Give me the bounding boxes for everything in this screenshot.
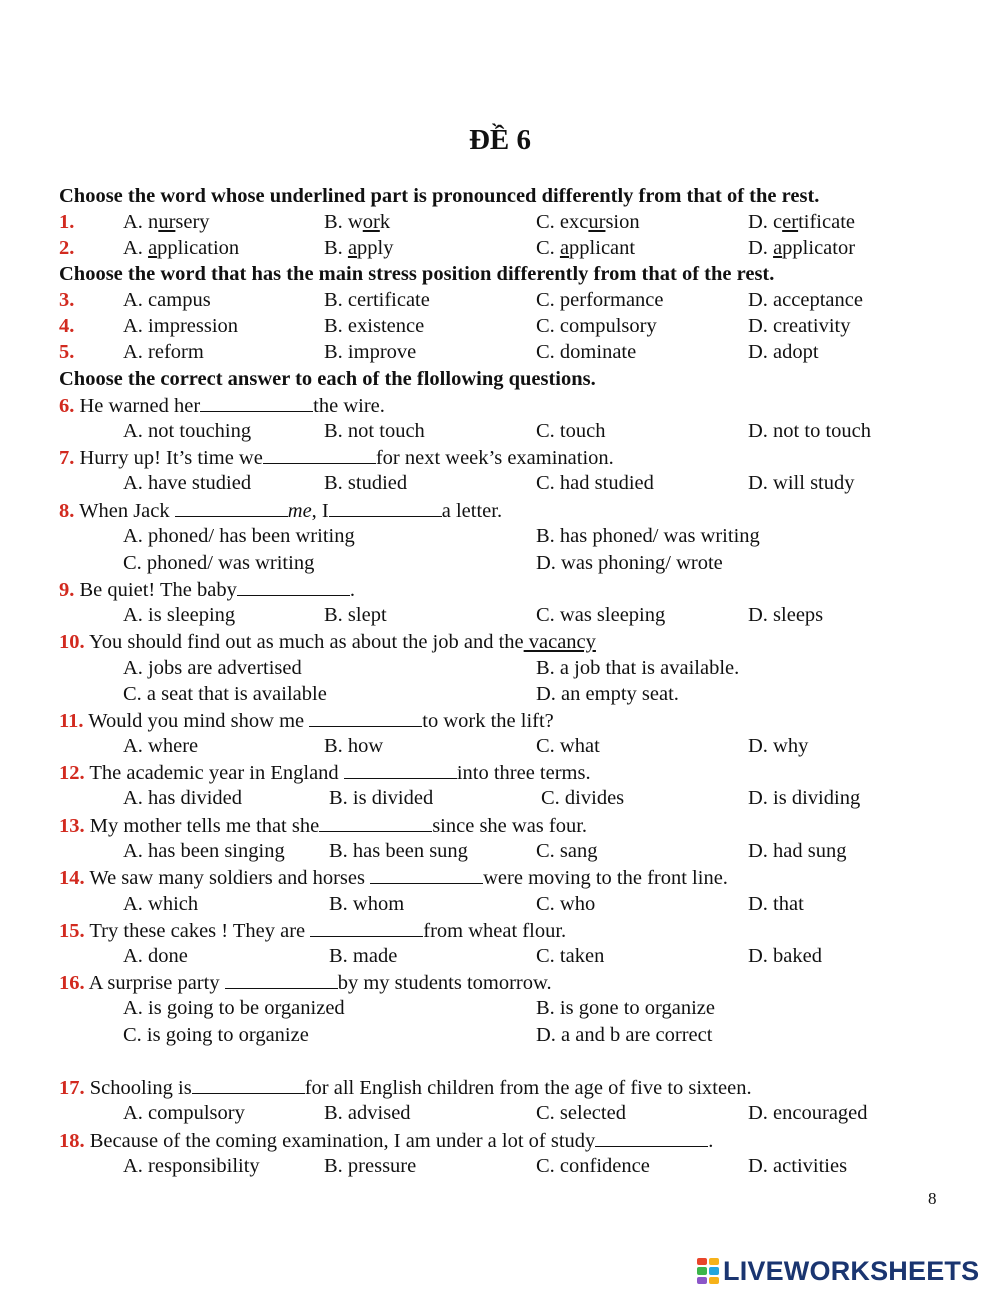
option-b[interactable]: B. is divided (329, 787, 434, 809)
option-a[interactable]: A. reform (123, 341, 204, 363)
answer-blank[interactable] (237, 576, 350, 596)
option-b[interactable]: B. not touch (324, 420, 425, 442)
option-c[interactable]: C. divides (541, 787, 625, 809)
option-d[interactable]: D. activities (748, 1155, 848, 1177)
liveworksheets-logo[interactable] (697, 1252, 997, 1290)
option-d[interactable]: D. an empty seat. (536, 683, 679, 705)
option-b[interactable]: B. a job that is available. (536, 657, 740, 679)
option-b[interactable]: B. advised (324, 1102, 411, 1124)
option-b[interactable]: B. whom (329, 893, 405, 915)
option-c[interactable]: C. a seat that is available (123, 683, 327, 705)
answer-blank[interactable] (225, 969, 338, 989)
question-number: 14. (59, 867, 85, 889)
question-14-options (0, 891, 1000, 917)
option-d[interactable]: D. certificate (748, 211, 855, 233)
answer-blank[interactable] (200, 392, 313, 412)
question-8-options-row1 (0, 523, 1000, 549)
option-c[interactable]: C. had studied (536, 472, 654, 494)
option-c[interactable]: C. performance (536, 289, 664, 311)
question-number: 11. (59, 710, 84, 732)
question-16-stem: 16. A surprise party by my students tomorrow. (0, 969, 1000, 995)
question-number: 12. (59, 762, 85, 784)
option-d[interactable]: D. will study (748, 472, 855, 494)
option-c[interactable]: C. compulsory (536, 315, 657, 337)
option-d[interactable]: D. encouraged (748, 1102, 868, 1124)
option-d[interactable]: D. applicator (748, 237, 856, 259)
question-number: 18. (59, 1130, 85, 1152)
answer-blank[interactable] (263, 444, 376, 464)
section-heading-correct-answer: Choose the correct answer to each of the flollowing questions. (59, 368, 596, 390)
question-2 (0, 235, 1000, 261)
option-b[interactable]: B. apply (324, 237, 394, 259)
answer-blank[interactable] (192, 1074, 305, 1094)
option-c[interactable]: C. touch (536, 420, 606, 442)
question-number: 4. (59, 315, 75, 337)
option-d[interactable]: D. why (748, 735, 809, 757)
option-d[interactable]: D. had sung (748, 840, 847, 862)
option-b[interactable]: B. slept (324, 604, 387, 626)
option-d[interactable]: D. a and b are correct (536, 1024, 713, 1046)
question-number: 10. (59, 631, 85, 653)
option-d[interactable]: D. baked (748, 945, 823, 967)
option-c[interactable]: C. sang (536, 840, 598, 862)
question-12-options (0, 785, 1000, 811)
question-17-options (0, 1100, 1000, 1126)
question-11-options (0, 733, 1000, 759)
answer-blank[interactable] (329, 497, 442, 517)
question-number: 2. (59, 237, 75, 259)
option-b[interactable]: B. improve (324, 341, 417, 363)
option-b[interactable]: B. work (324, 211, 391, 233)
option-a[interactable]: A. impression (123, 315, 239, 337)
answer-blank[interactable] (344, 759, 457, 779)
option-b[interactable]: B. is gone to organize (536, 997, 715, 1019)
option-a[interactable]: A. compulsory (123, 1102, 245, 1124)
option-a[interactable]: A. is going to be organized (123, 997, 345, 1019)
question-8-stem: 8. When Jack me, I a letter. (0, 497, 1000, 523)
question-9-options (0, 602, 1000, 628)
option-c[interactable]: C. applicant (536, 237, 636, 259)
question-number: 5. (59, 341, 75, 363)
question-5 (0, 339, 1000, 365)
question-3 (0, 287, 1000, 313)
option-c[interactable]: C. what (536, 735, 600, 757)
option-d[interactable]: D. was phoning/ wrote (536, 552, 723, 574)
option-a[interactable]: A. phoned/ has been writing (123, 525, 355, 547)
option-b[interactable]: B. studied (324, 472, 408, 494)
option-b[interactable]: B. certificate (324, 289, 430, 311)
question-12-stem: 12. The academic year in England into three terms. (0, 759, 1000, 785)
question-10-stem: 10. You should find out as much as about the job and the vacancy (59, 631, 596, 653)
option-b[interactable]: B. how (324, 735, 384, 757)
question-18-options (0, 1153, 1000, 1179)
question-number: 17. (59, 1077, 85, 1099)
question-15-options (0, 943, 1000, 969)
section-heading-pronunciation: Choose the word whose underlined part is pronounced differently from that of the rest. (59, 185, 820, 207)
option-a[interactable]: A. responsibility (123, 1155, 260, 1177)
question-number: 9. (59, 579, 75, 601)
question-11-stem: 11. Would you mind show me to work the lift? (0, 707, 1000, 733)
option-c[interactable]: C. phoned/ was writing (123, 552, 315, 574)
section-heading-stress: Choose the word that has the main stress position differently from that of the rest. (59, 263, 775, 285)
question-8-options-row2 (0, 550, 1000, 576)
option-c[interactable]: C. selected (536, 1102, 626, 1124)
option-b[interactable]: B. has phoned/ was writing (536, 525, 760, 547)
option-a[interactable]: A. has been singing (123, 840, 285, 862)
question-number: 13. (59, 815, 85, 837)
option-a[interactable]: A. which (123, 893, 199, 915)
option-a[interactable]: A. jobs are advertised (123, 657, 302, 679)
answer-blank[interactable] (175, 497, 288, 517)
question-number: 15. (59, 920, 85, 942)
logo-text: LIVEWORKSHEETS (723, 1255, 980, 1286)
option-a[interactable]: A. nursery (123, 211, 210, 233)
question-17-stem: 17. Schooling is for all English children from the age of five to sixteen. (0, 1074, 1000, 1100)
answer-blank[interactable] (309, 707, 422, 727)
option-d[interactable]: D. creativity (748, 315, 851, 337)
option-a[interactable]: A. where (123, 735, 199, 757)
option-c[interactable]: C. dominate (536, 341, 637, 363)
question-number: 6. (59, 395, 75, 417)
question-7-options (0, 470, 1000, 496)
option-a[interactable]: A. campus (123, 289, 211, 311)
answer-blank[interactable] (595, 1127, 708, 1147)
question-9-stem: 9. Be quiet! The baby . (0, 576, 1000, 602)
answer-blank[interactable] (310, 917, 423, 937)
option-d[interactable]: D. not to touch (748, 420, 871, 442)
question-18-stem: 18. Because of the coming examination, I am under a lot of study . (0, 1127, 1000, 1153)
question-number: 8. (59, 500, 75, 522)
question-10-options-row2 (0, 681, 1000, 707)
question-16-options-row2 (0, 1022, 1000, 1048)
option-c[interactable]: C. is going to organize (123, 1024, 309, 1046)
question-15-stem: 15. Try these cakes ! They are from wheat flour. (0, 917, 1000, 943)
option-c[interactable]: C. was sleeping (536, 604, 666, 626)
question-number: 3. (59, 289, 75, 311)
question-number: 16. (59, 972, 85, 994)
question-1 (0, 209, 1000, 235)
option-d[interactable]: D. sleeps (748, 604, 824, 626)
question-13-options (0, 838, 1000, 864)
option-c[interactable]: C. taken (536, 945, 605, 967)
answer-blank[interactable] (319, 812, 432, 832)
question-4 (0, 313, 1000, 339)
page-number: 8 (928, 1189, 937, 1208)
question-10-options-row1 (0, 655, 1000, 681)
option-c[interactable]: C. who (536, 893, 596, 915)
page-title: ĐỀ 6 (468, 124, 532, 156)
option-a[interactable]: A. is sleeping (123, 604, 236, 626)
question-7-stem: 7. Hurry up! It’s time we for next week’s examination. (0, 444, 1000, 470)
option-a[interactable]: A. done (123, 945, 188, 967)
option-d[interactable]: D. is dividing (748, 787, 861, 809)
option-b[interactable]: B. has been sung (329, 840, 468, 862)
option-a[interactable]: A. not touching (123, 420, 252, 442)
option-c[interactable]: C. confidence (536, 1155, 650, 1177)
liveworksheets-logo-icon (697, 1258, 719, 1284)
option-b[interactable]: B. pressure (324, 1155, 417, 1177)
option-b[interactable]: B. existence (324, 315, 425, 337)
option-a[interactable]: A. has divided (123, 787, 242, 809)
answer-blank[interactable] (370, 864, 483, 884)
question-6-options (0, 418, 1000, 444)
question-number: 1. (59, 211, 75, 233)
option-d[interactable]: D. acceptance (748, 289, 863, 311)
option-a[interactable]: A. have studied (123, 472, 252, 494)
question-number: 7. (59, 447, 75, 469)
option-d[interactable]: D. adopt (748, 341, 819, 363)
question-6-stem: 6. He warned her the wire. (0, 392, 1000, 418)
option-d[interactable]: D. that (748, 893, 804, 915)
option-a[interactable]: A. application (123, 237, 240, 259)
question-16-options-row1 (0, 995, 1000, 1021)
question-14-stem: 14. We saw many soldiers and horses were moving to the front line. (0, 864, 1000, 890)
option-b[interactable]: B. made (329, 945, 398, 967)
question-13-stem: 13. My mother tells me that she since she was four. (0, 812, 1000, 838)
option-c[interactable]: C. excursion (536, 211, 640, 233)
